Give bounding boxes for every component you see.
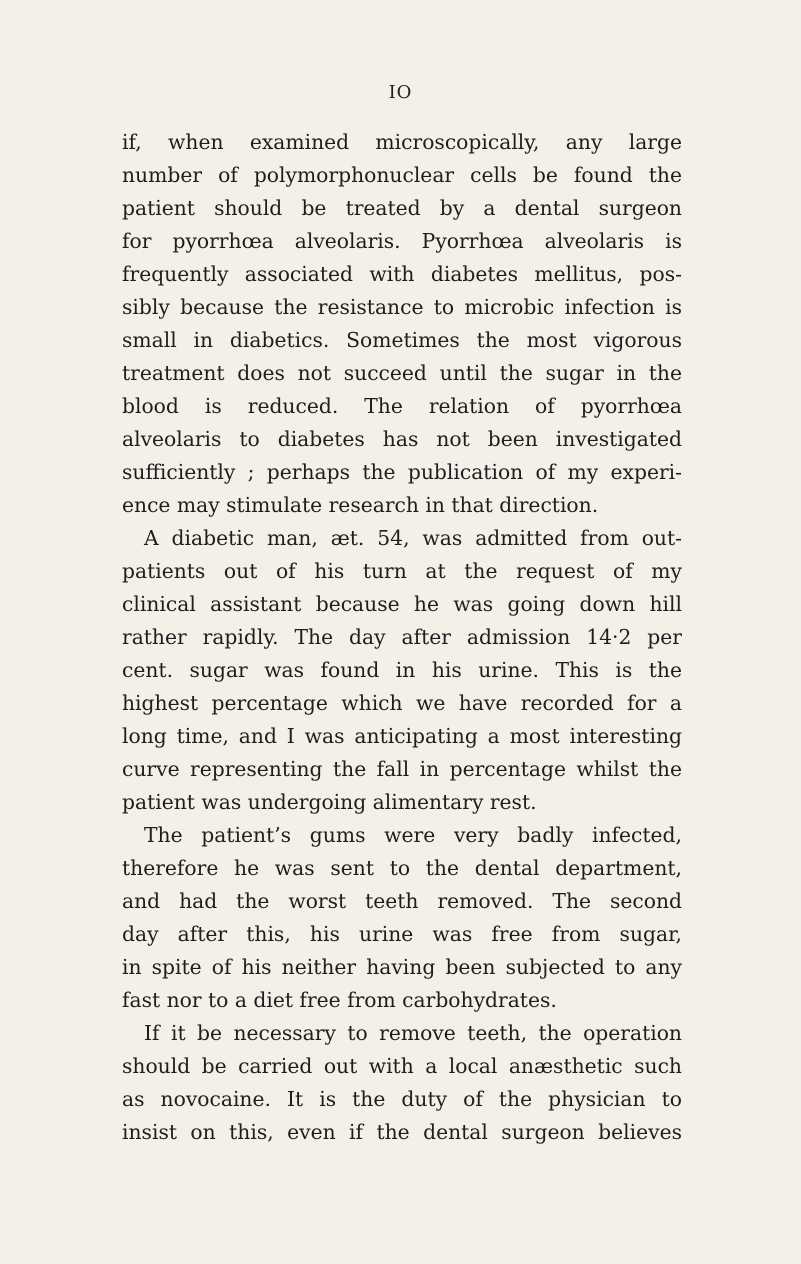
text-line: blood is reduced. The relation of pyorrhœa bbox=[122, 394, 682, 418]
body-text bbox=[122, 126, 682, 1149]
text-line: as novocaine. It is the duty of the physician to bbox=[122, 1087, 682, 1111]
page-number: IO bbox=[388, 82, 413, 103]
text-line: clinical assistant because he was going down hill bbox=[122, 592, 682, 616]
text-line: in spite of his neither having been subjected to any bbox=[122, 955, 682, 979]
text-line: small in diabetics. Sometimes the most vigorous bbox=[122, 328, 682, 352]
text-line: for pyorrhœa alveolaris. Pyorrhœa alveolaris is bbox=[122, 229, 682, 253]
text-line: ence may stimulate research in that direction. bbox=[122, 493, 599, 517]
text-line: day after this, his urine was free from sugar, bbox=[122, 922, 682, 946]
text-line: patients out of his turn at the request of my bbox=[122, 559, 682, 583]
text-line: frequently associated with diabetes mellitus, pos- bbox=[122, 262, 682, 286]
text-line: patient should be treated by a dental surgeon bbox=[122, 196, 682, 220]
text-line: A diabetic man, æt. 54, was admitted from out- bbox=[144, 526, 682, 550]
text-line: long time, and I was anticipating a most interesting bbox=[122, 724, 682, 748]
text-line: rather rapidly. The day after admission 14·2 per bbox=[122, 625, 682, 649]
text-line: sibly because the resistance to microbic infection is bbox=[122, 295, 682, 319]
text-line: number of polymorphonuclear cells be found the bbox=[122, 163, 682, 187]
text-line: and had the worst teeth removed. The second bbox=[122, 889, 682, 913]
text-line: treatment does not succeed until the sugar in the bbox=[122, 361, 682, 385]
text-line: therefore he was sent to the dental department, bbox=[122, 856, 682, 880]
text-line: patient was undergoing alimentary rest. bbox=[122, 790, 537, 814]
text-line: alveolaris to diabetes has not been investigated bbox=[122, 427, 682, 451]
text-line: curve representing the fall in percentage whilst the bbox=[122, 757, 682, 781]
text-line: If it be necessary to remove teeth, the operation bbox=[144, 1021, 682, 1045]
text-line: insist on this, even if the dental surgeon believes bbox=[122, 1120, 682, 1144]
text-line: highest percentage which we have recorded for a bbox=[122, 691, 682, 715]
text-line: cent. sugar was found in his urine. This is the bbox=[122, 658, 682, 682]
text-line: fast nor to a diet free from carbohydrates. bbox=[122, 988, 557, 1012]
text-line: sufficiently ; perhaps the publication of my experi- bbox=[122, 460, 682, 484]
text-line: The patient’s gums were very badly infected, bbox=[144, 823, 682, 847]
text-line: should be carried out with a local anæsthetic such bbox=[122, 1054, 682, 1078]
text-line: if, when examined microscopically, any large bbox=[122, 130, 682, 154]
